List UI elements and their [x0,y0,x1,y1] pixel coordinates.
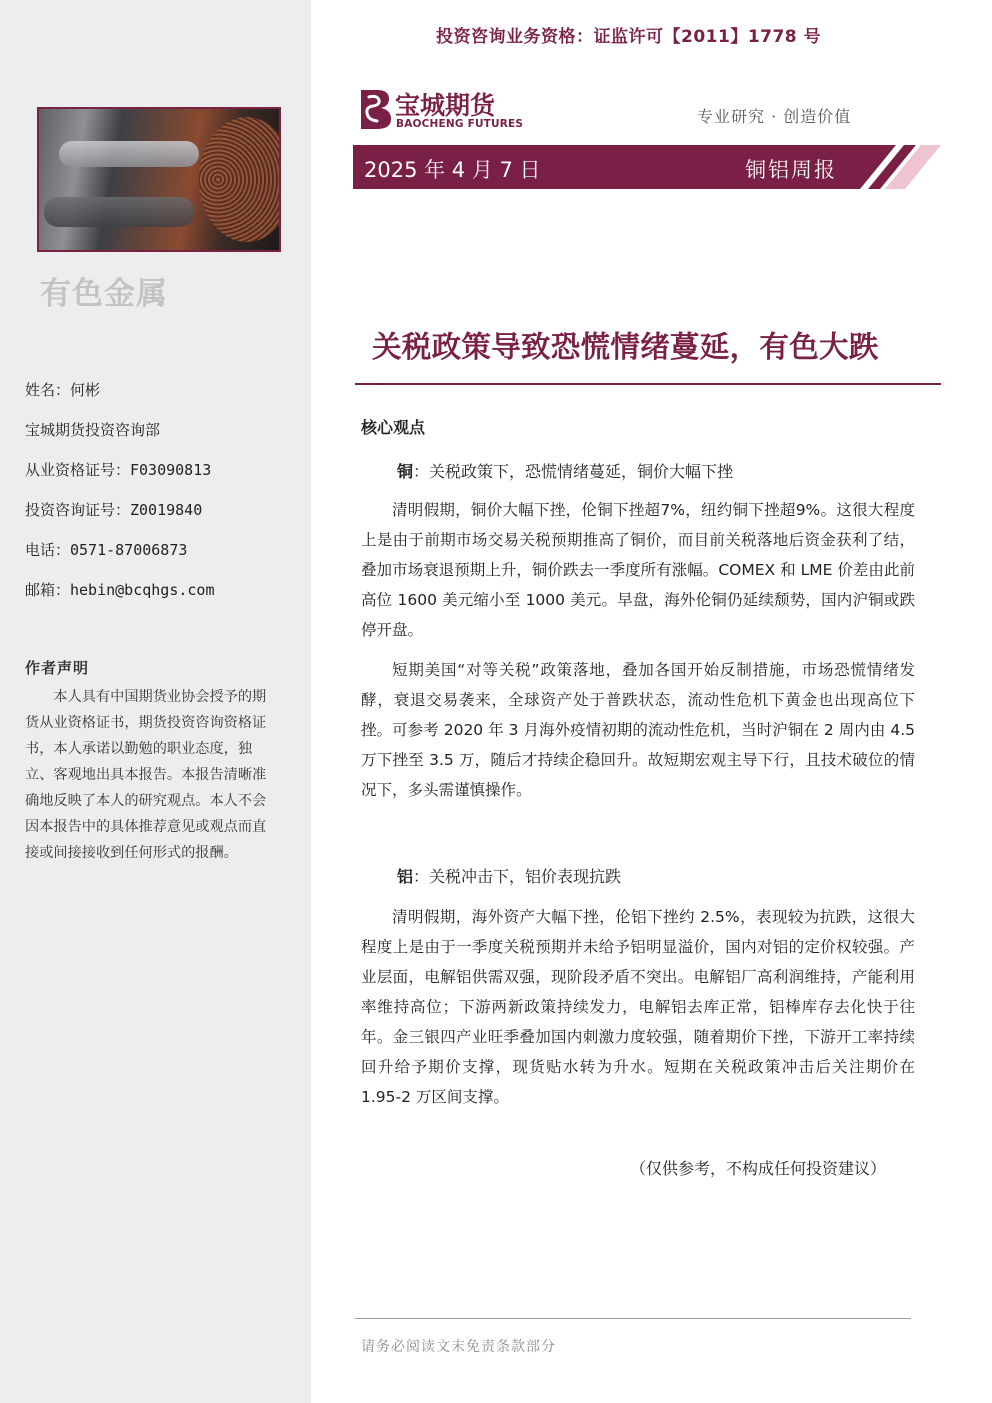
practice-cert: 从业资格证号：F03090813 [25,461,212,479]
aluminum-summary: 铝：关税冲击下，铝价表现抗跌 [397,867,622,886]
footer-divider [355,1318,911,1319]
copper-summary: 铜：关税政策下，恐慌情绪蔓延，铜价大幅下挫 [397,462,734,481]
date-banner [353,145,941,189]
declaration-title: 作者声明 [25,659,90,677]
core-view-heading: 核心观点 [361,418,426,437]
logo-mark-icon [355,86,395,132]
author-name: 姓名：何彬 [25,381,101,399]
company-logo [355,86,530,132]
declaration-text: 本人具有中国期货业协会授予的期货从业资格证书，期货投资咨询资格证书，本人承诺以勤勉的职业态度，独立、客观地出具本报告。本报告清晰准确地反映了本人的研究观点。本人不会因本报告中的具体推荐意见或观点而直接或间接接收到任何形式的报酬。 [25,689,267,861]
cover-photo [37,107,281,252]
email[interactable]: 邮箱：hebin@bcqhgs.com [25,581,215,599]
report-date: 2025 年 4 月 7 日 [364,158,541,182]
phone: 电话：0571-87006873 [25,541,188,559]
aluminum-paragraph-1: 清明假期，海外资产大幅下挫，伦铝下挫约 2.5%，表现较为抗跌，这很大程度上是由于一季度关税预期并未给予铝明显溢价，国内对铝的定价权较强。产业层面，电解铝供需双强，现阶段矛盾不突出。电解铝厂高利润维持，产能利用率维持高位；下游两新政策持续发力，电解铝去库正常，铝棒库存去化快于往年。金三银四产业旺季叠加国内刺激力度较强，随着期价下挫，下游开工率持续回升给予期价支撑，现货贴水转为升水。短期在关税政策冲击后关注期价在 1.95-2 万区间支撑。 [361,908,915,1106]
department: 宝城期货投资咨询部 [25,421,161,439]
copper-paragraph-2: 短期美国“对等关税”政策落地，叠加各国开始反制措施，市场恐慌情绪发酵，衰退交易袭来，全球资产处于普跌状态，流动性危机下黄金也出现高位下挫。可参考 2020 年 3 月海外疫情初期的流动性危机，当时沪铜在 2 周内由 4.5 万下挫至 3.5 万，随后才持续企稳回升。故短期宏观主导下行，且技术破位的情况下，多头需谨慎操作。 [361,661,915,799]
report-type: 铜铝周报 [745,158,837,182]
category-title: 有色金属 [40,276,168,312]
logo-text-en: BAOCHENG FUTURES [396,118,524,130]
copper-paragraph-1: 清明假期，铜价大幅下挫，伦铜下挫超7%，纽约铜下挫超9%。这很大程度上是由于前期市场交易关税预期推高了铜价，而目前关税落地后资金获利了结，叠加市场衰退预期上升，铜价跌去一季度所有涨幅。COMEX 和 LME 价差由此前高位 1600 美元缩小至 1000 美元。早盘，海外伦铜仍延续颓势，国内沪铜或跌停开盘。 [361,501,915,639]
slogan: 专业研究 · 创造价值 [697,107,852,126]
investment-disclaimer: （仅供参考，不构成任何投资建议） [630,1159,887,1178]
license-line: 投资咨询业务资格：证监许可【2011】1778 号 [436,27,822,47]
headline-divider [355,383,941,385]
sidebar [0,0,311,1403]
consult-cert: 投资咨询证号：Z0019840 [25,501,203,519]
footer-note: 请务必阅读文末免责条款部分 [361,1339,556,1355]
logo-text-cn: 宝城期货 [395,91,496,120]
report-headline: 关税政策导致恐慌情绪蔓延，有色大跌 [372,330,879,364]
